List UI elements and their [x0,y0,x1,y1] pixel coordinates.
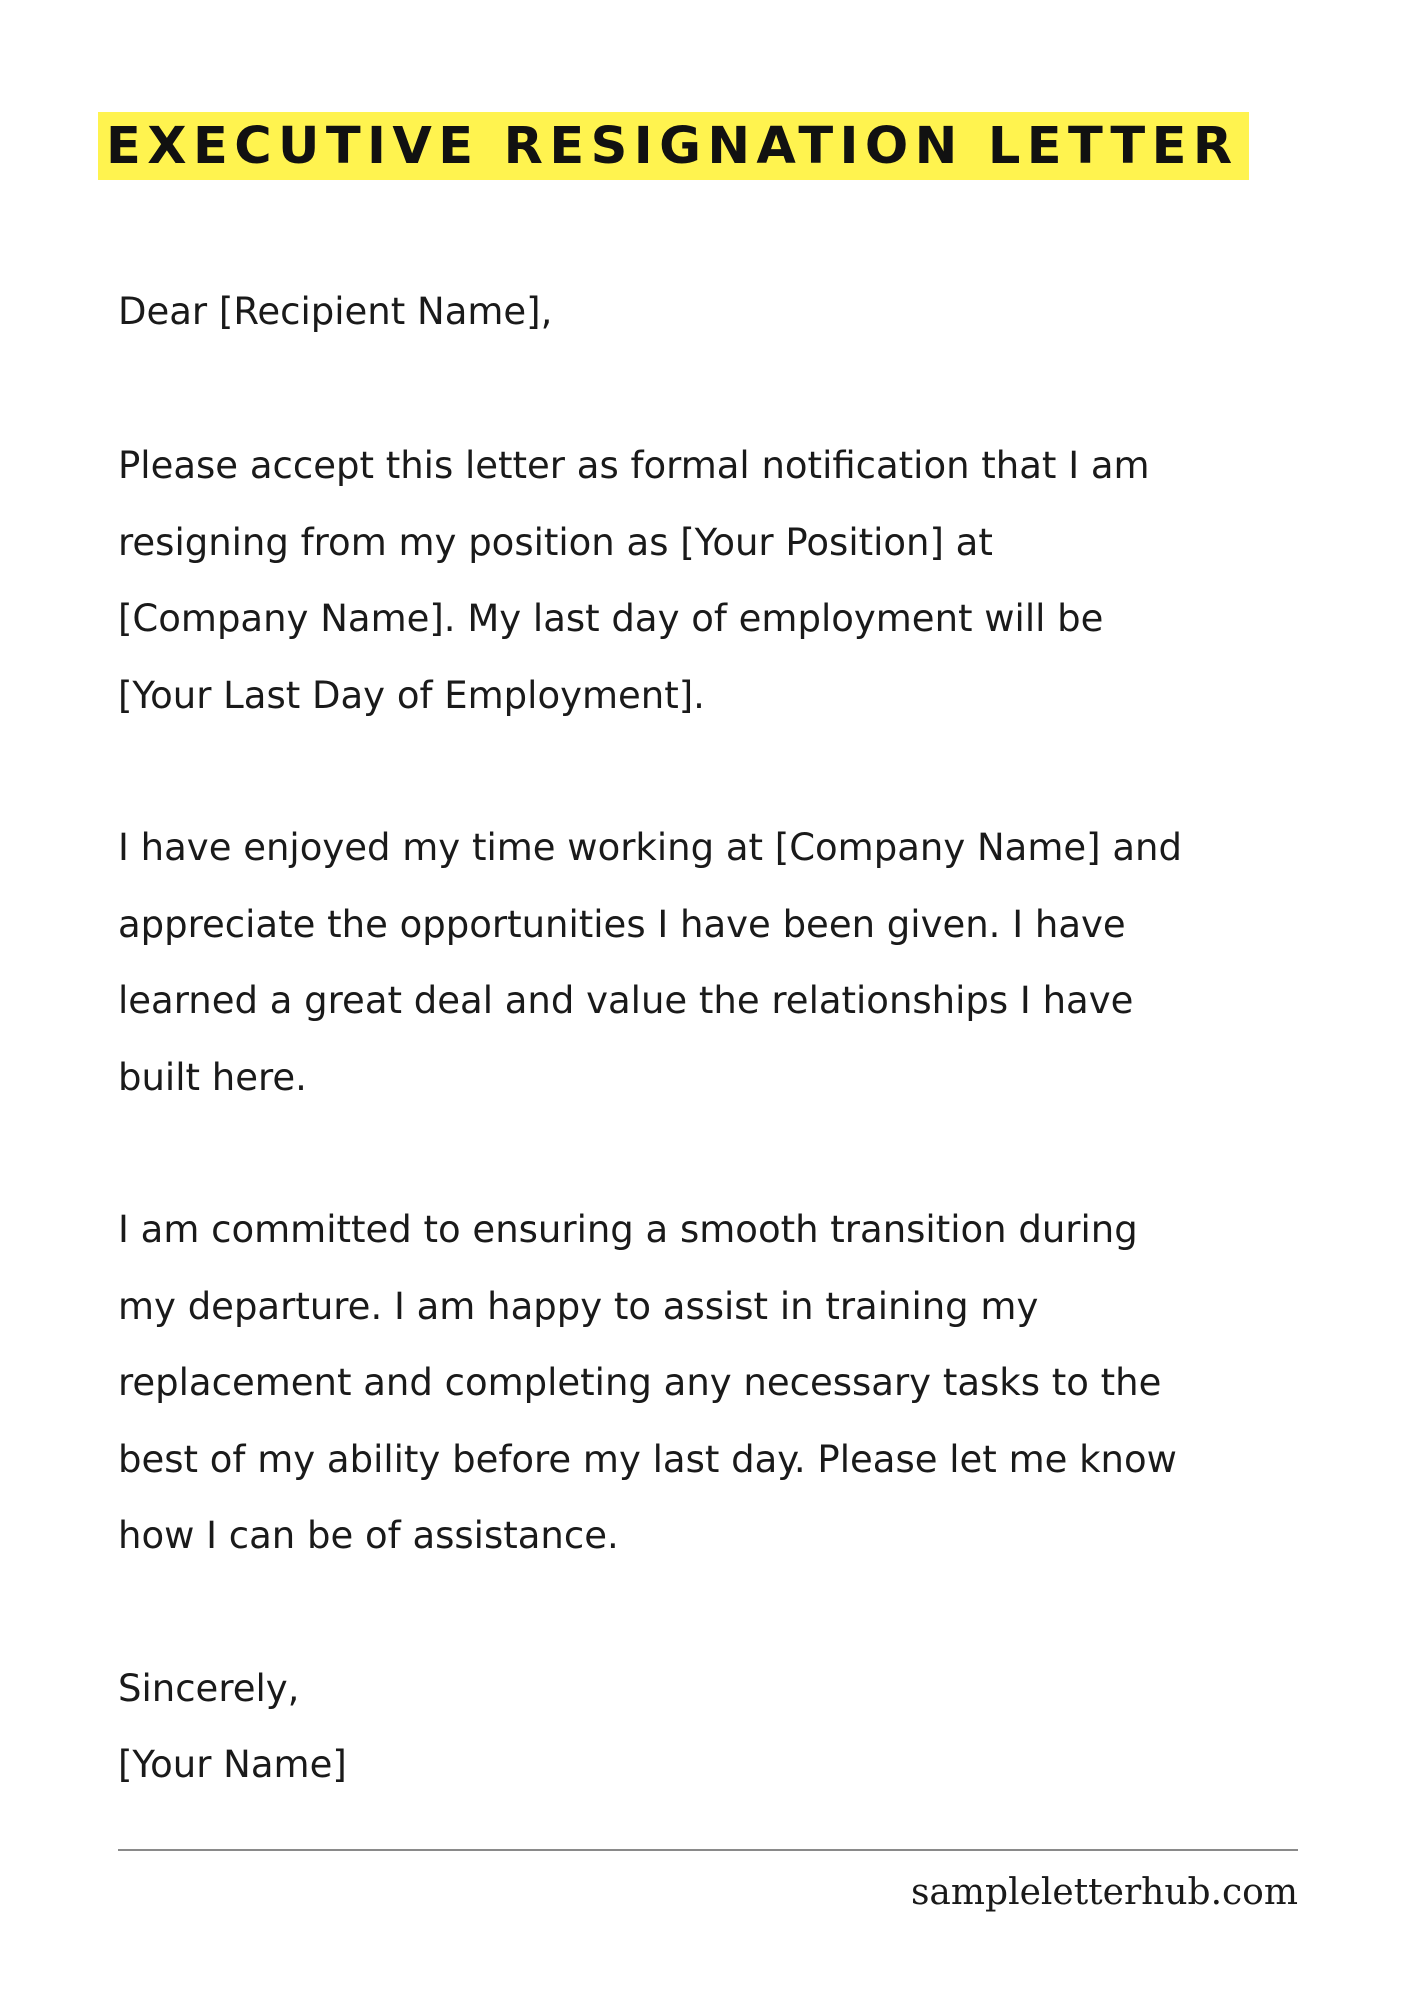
paragraph-line: [Your Last Day of Employment]. [118,673,705,717]
paragraph-line: appreciate the opportunities I have been given. I have [118,902,1126,946]
paragraph-line: Please accept this letter as formal notification that I am [118,444,1150,487]
paragraph-line: I am committed to ensuring a smooth transition during [118,1208,1138,1251]
paragraph-line: best of my ability before my last day. Please let me know [118,1437,1177,1481]
paragraph-line: replacement and completing any necessary tasks to the [118,1361,1162,1404]
paragraph-line: learned a great deal and value the relationships I have [118,979,1134,1022]
paragraph-line: [Company Name]. My last day of employment will be [118,597,1104,640]
letter-signature-placeholder: [Your Name] [118,1743,347,1786]
title-highlight [98,112,1249,180]
paragraph-line: built here. [118,1055,307,1099]
paragraph-line: I have enjoyed my time working at [Company Name] and [118,826,1182,869]
letter-paragraph-2 [118,810,1348,1116]
footer-divider [118,1849,1298,1851]
paragraph-line: how I can be of assistance. [118,1514,619,1557]
letter-paragraph-1 [118,428,1348,734]
paragraph-line: my departure. I am happy to assist in training my [118,1284,1039,1328]
page-title: EXECUTIVE RESIGNATION LETTER [106,116,1239,176]
letter-paragraph-3 [118,1192,1348,1575]
footer-website: sampleletterhub.com [910,1872,1298,1913]
letter-closing: Sincerely, [118,1667,300,1710]
paragraph-line: resigning from my position as [Your Position] at [118,520,993,564]
letter-greeting: Dear [Recipient Name], [118,290,553,333]
